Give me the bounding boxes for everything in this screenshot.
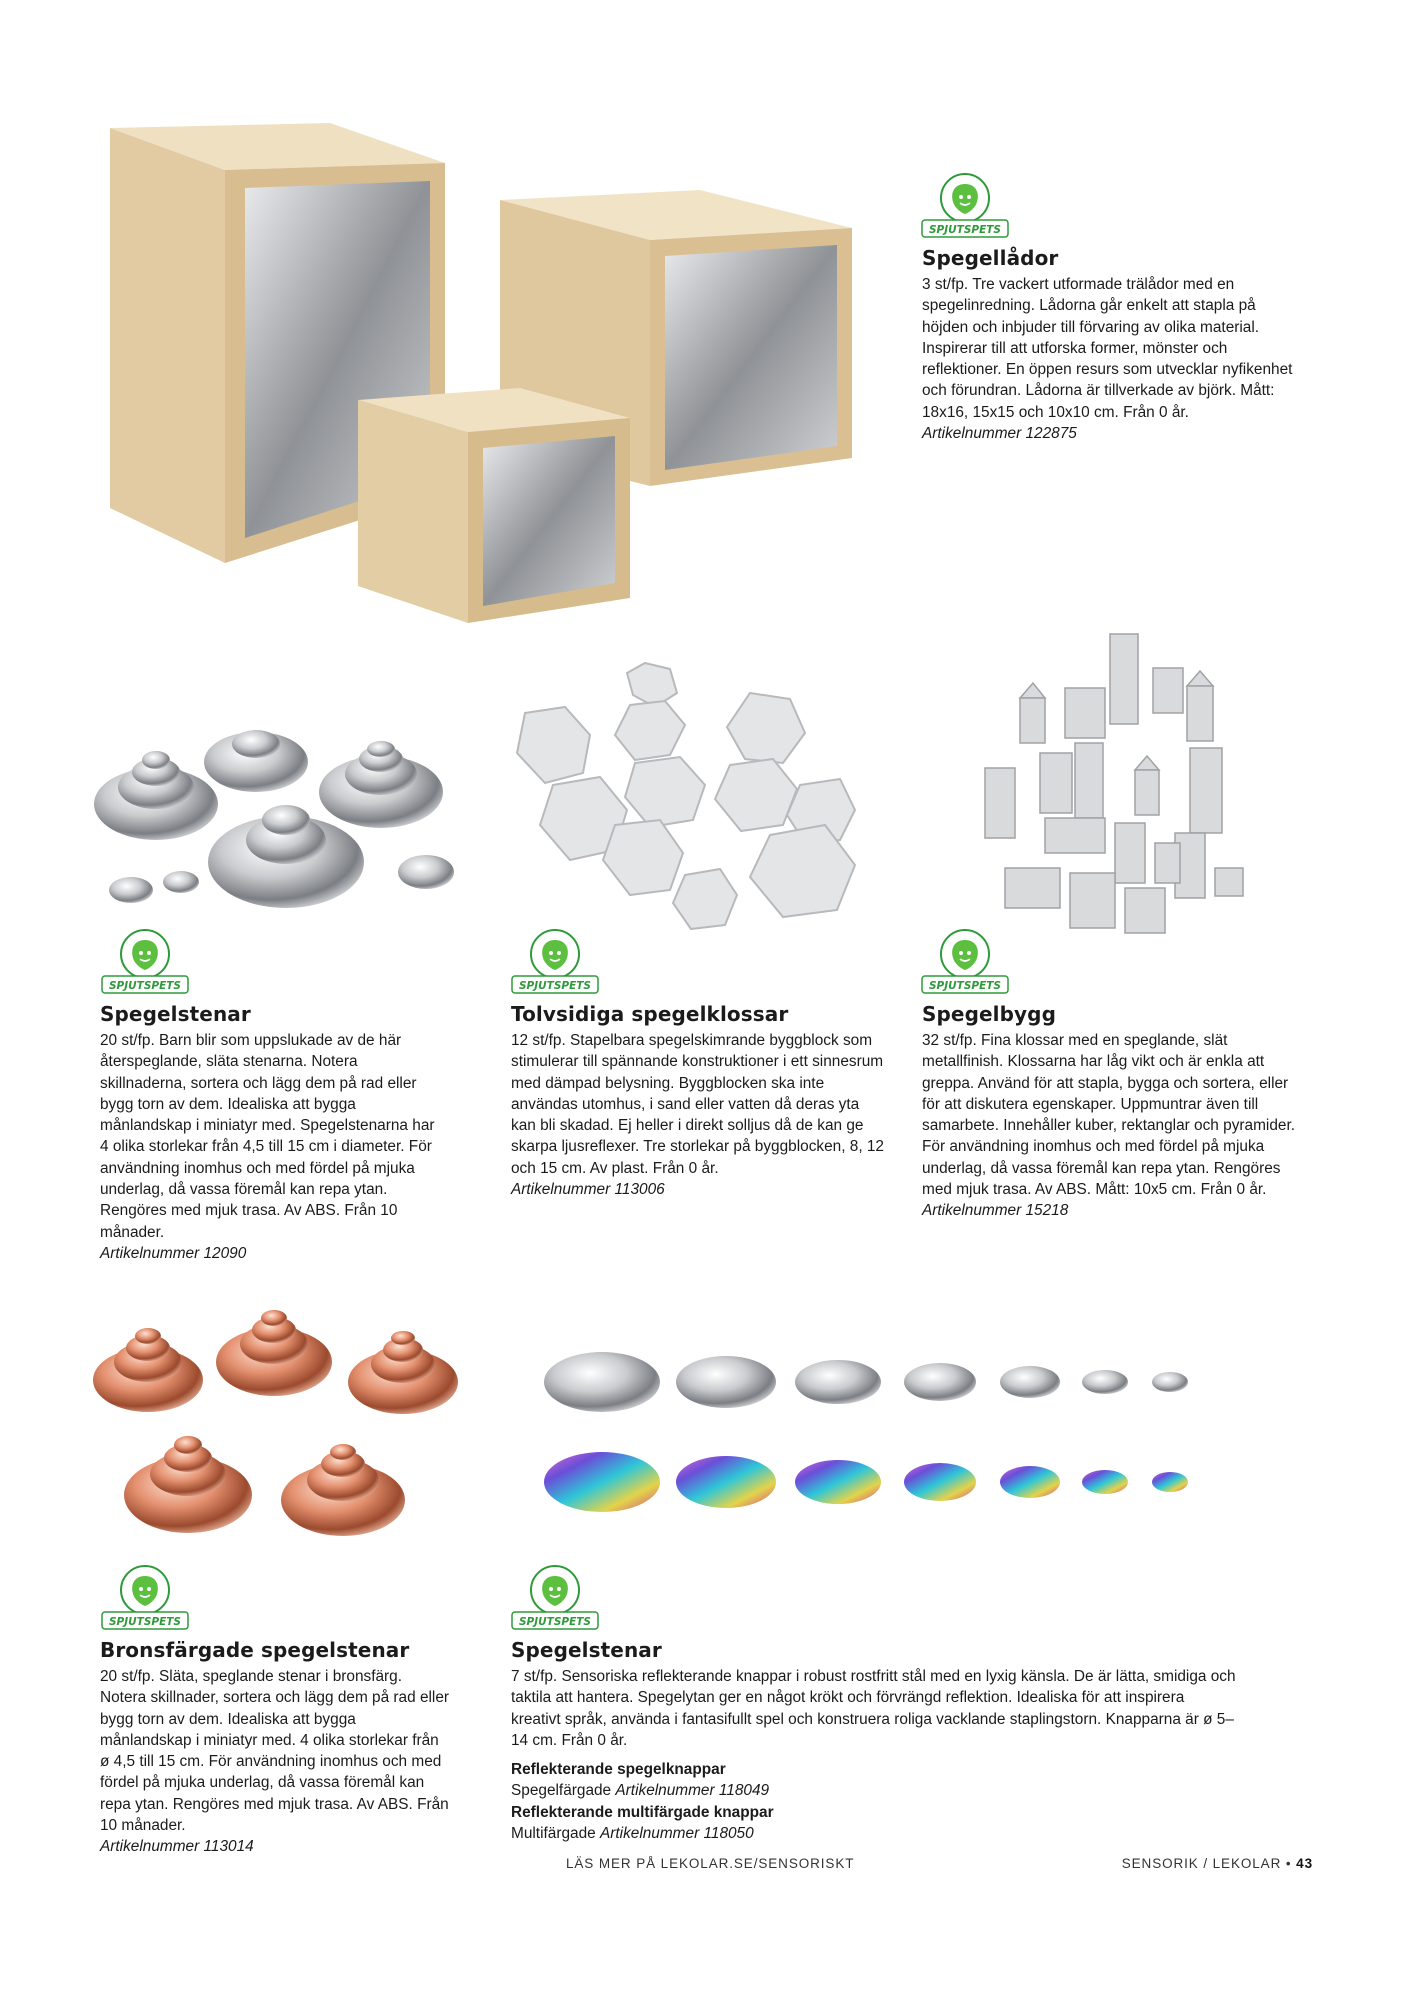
product-description: 12 st/fp. Stapelbara spegelskimrande byggblock som stimulerar till spännande konstruktioner i ett sinnesrum med dämpad belysning. Byggblocken ska inte användas utomhus, i sand eller vatten då deras yta kan bli skadad. Ej heller i direkt solljus då de kan ge skarpa ljusreflexer. Tre storlekar på byggblocken, 8, 12 och 15 cm. Av plast. Från 0 år. <box>511 1032 884 1177</box>
product-spegelbygg <box>922 1002 1302 1222</box>
product-title: Spegelstenar <box>511 1638 662 1662</box>
product-description: 32 st/fp. Fina klossar med en speglande, slät metallfinish. Klossarna har låg vikt och är enkla att greppa. Använd för att stapla, bygga och sortera, eller för att diskutera egenskaper. Uppmuntrar även till samarbete. Innehåller kuber, rektanglar och pyramider. För användning inomhus och med fördel på mjuka underlag, då vassa föremål kan repa ytan. Rengöres med mjuk trasa. Av ABS. Mått: 10x5 cm. Från 0 år. <box>922 1032 1295 1199</box>
article-number: Artikelnummer 113006 <box>511 1181 665 1199</box>
variant-heading: Reflekterande multifärgade knappar <box>511 1803 774 1821</box>
giftfri-badge <box>920 172 1010 240</box>
footer-section: SENSORIK / LEKOLAR • <box>1121 1856 1292 1871</box>
mirror-stones-image <box>86 712 466 920</box>
product-description: 3 st/fp. Tre vackert utformade trälådor med en spegelinredning. Lådorna går enkelt att stapla på höjden och inbjuder till förvaring av olika material. Inspirerar till att utforska former, mönster och reflektioner. En öppen resurs som utvecklar nyfikenhet och förundran. Lådorna är tillverkade av björk. Mått: 18x16, 15x15 och 10x10 cm. Från 0 år. <box>922 276 1293 421</box>
article-number: Artikelnummer 113014 <box>100 1838 254 1856</box>
footer-page <box>1122 1856 1313 1871</box>
variant-heading: Reflekterande spegelknappar <box>511 1761 726 1779</box>
article-number: Artikelnummer 122875 <box>922 425 1077 443</box>
product-title: Spegelstenar <box>100 1002 251 1026</box>
svg-text:SPJUTSPETS: SPJUTSPETS <box>928 224 1002 236</box>
mirror-buttons-image <box>540 1340 1210 1530</box>
variant-line: Spegelfärgade Artikelnummer 118049 <box>511 1782 770 1800</box>
svg-text:SPJUTSPETS: SPJUTSPETS <box>108 980 182 992</box>
giftfri-badge <box>100 928 190 996</box>
svg-text:SPJUTSPETS: SPJUTSPETS <box>108 1616 182 1628</box>
product-spegelstenar <box>100 1002 445 1264</box>
product-description: 20 st/fp. Barn blir som uppslukade av de här återspeglande, släta stenarna. Notera skillnaderna, sortera och lägg dem på rad eller bygg torn av dem. Idealiska att bygga månlandskap i miniatyr med. Spegelstenarna har 4 olika storlekar från 4,5 till 15 cm i diameter. För användning inomhus och med fördel på mjuka underlag, då vassa föremål kan repa ytan. Rengöres med mjuk trasa. Av ABS. Från 10 månader. <box>100 1032 435 1241</box>
giftfri-badge <box>920 928 1010 996</box>
page-number: 43 <box>1296 1856 1313 1871</box>
product-tolvsidiga-spegelklossar <box>511 1002 886 1200</box>
giftfri-badge <box>100 1564 190 1632</box>
product-spegellador <box>922 246 1302 444</box>
mirror-boxes-image <box>100 118 860 628</box>
product-title: Tolvsidiga spegelklossar <box>511 1002 789 1026</box>
variant-line: Multifärgade Artikelnummer 118050 <box>511 1825 754 1843</box>
bronze-stones-image <box>88 1300 468 1540</box>
product-description: 20 st/fp. Släta, speglande stenar i bronsfärg. Notera skillnader, sortera och lägg dem på rad eller bygg torn av dem. Idealiska att bygga månlandskap i miniatyr med. 4 olika storlekar från ø 4,5 till 15 cm. För användning inomhus och med fördel på mjuka underlag, då vassa föremål kan repa ytan. Rengöres med mjuk trasa. Av ABS. Från 10 månader. <box>100 1668 450 1835</box>
article-number: Artikelnummer 15218 <box>922 1202 1069 1220</box>
product-description: 7 st/fp. Sensoriska reflekterande knappar i robust rostfritt stål med en lyxig känsla. De är lätta, smidiga och taktila att hantera. Spegelytan ger en något krökt och förvrängd reflektion. Idealiska för att inspirera kreativt språk, använda i fantasifullt spel och konstruera roliga vacklande staplingstorn. Knapparna är ø 5–14 cm. Från 0 år. <box>511 1668 1236 1749</box>
footer-link[interactable]: LÄS MER PÅ LEKOLAR.SE/SENSORISKT <box>566 1856 855 1871</box>
giftfri-badge <box>510 1564 600 1632</box>
product-title: Spegelbygg <box>922 1002 1057 1026</box>
svg-text:SPJUTSPETS: SPJUTSPETS <box>518 1616 592 1628</box>
article-number: Artikelnummer 12090 <box>100 1244 247 1262</box>
dodecahedron-blocks-image <box>505 655 885 940</box>
mirror-building-blocks-image <box>975 628 1295 938</box>
svg-text:SPJUTSPETS: SPJUTSPETS <box>518 980 592 992</box>
product-bronsfargade-spegelstenar <box>100 1638 450 1858</box>
product-spegelstenar-knappar <box>511 1638 1236 1844</box>
svg-text:SPJUTSPETS: SPJUTSPETS <box>928 980 1002 992</box>
giftfri-badge <box>510 928 600 996</box>
product-title: Bronsfärgade spegelstenar <box>100 1638 410 1662</box>
product-title: Spegellådor <box>922 246 1059 270</box>
